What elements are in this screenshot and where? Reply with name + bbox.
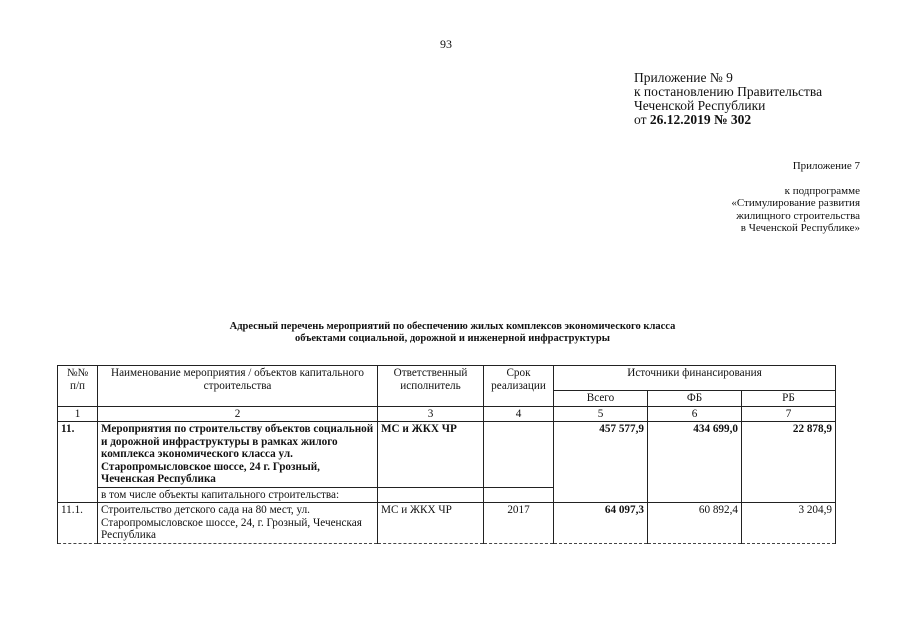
table-row — [58, 487, 836, 503]
appendix-9-line: Чеченской Республики — [634, 98, 766, 113]
row-executor: МС и ЖКХ ЧР — [378, 422, 484, 488]
column-number: 3 — [378, 406, 484, 422]
appendix-7-line: к подпрограмме — [784, 184, 860, 197]
header-num: №№ п/п — [58, 366, 98, 407]
row-fb — [648, 487, 742, 503]
row-term — [484, 422, 554, 488]
appendix-9-title: Приложение № 9 — [634, 70, 733, 85]
header-total: Всего — [554, 391, 648, 407]
column-number: 4 — [484, 406, 554, 422]
row-name: в том числе объекты капитального строительства: — [98, 487, 378, 503]
column-number: 6 — [648, 406, 742, 422]
appendix-9-date-prefix: от — [634, 112, 650, 127]
row-rb — [742, 487, 836, 503]
appendix-9-header — [634, 71, 822, 127]
document-title-line: объектами социальной, дорожной и инженерной инфраструктуры — [295, 333, 610, 344]
row-name: Строительство детского сада на 80 мест, ул. Старопромысловское шоссе, 24, г. Грозный, Чеченская Республика — [98, 503, 378, 544]
header-name: Наименование мероприятия / объектов капитального строительства — [98, 366, 378, 407]
row-rb: 22 878,9 — [742, 422, 836, 488]
document-title — [0, 321, 905, 345]
row-term — [484, 487, 554, 503]
row-term: 2017 — [484, 503, 554, 544]
header-sources: Источники финансирования — [554, 366, 836, 391]
appendix-7-title: Приложение 7 — [792, 160, 860, 172]
column-number: 1 — [58, 406, 98, 422]
header-rb: РБ — [742, 391, 836, 407]
header-executor: Ответственный исполнитель — [378, 366, 484, 407]
document-title-line: Адресный перечень мероприятий по обеспечению жилых комплексов экономического класса — [229, 321, 676, 332]
appendix-7-line: «Стимулирование развития — [731, 197, 860, 209]
header-term: Срок реализации — [484, 366, 554, 407]
row-total: 457 577,9 — [554, 422, 648, 488]
row-num: 11.1. — [58, 503, 98, 544]
page-number: 93 — [440, 37, 452, 51]
row-fb: 60 892,4 — [648, 503, 742, 544]
financing-table — [57, 365, 836, 544]
row-num — [58, 487, 98, 503]
row-total: 64 097,3 — [554, 503, 648, 544]
row-name: Мероприятия по строительству объектов социальной и дорожной инфраструктуры в рамках жилого комплекса экономического класса ул. Старопромысловское шоссе, 24 г. Грозный, Чеченская Республика — [98, 422, 378, 488]
row-fb: 434 699,0 — [648, 422, 742, 488]
appendix-9-date-line — [634, 113, 822, 127]
row-executor — [378, 487, 484, 503]
column-number: 7 — [742, 406, 836, 422]
table-row — [58, 422, 836, 488]
appendix-7-line: жилищного строительства — [736, 209, 860, 222]
table-row — [58, 503, 836, 544]
table-header-row — [58, 366, 836, 391]
header-fb: ФБ — [648, 391, 742, 407]
appendix-9-date: 26.12.2019 № 302 — [649, 112, 752, 127]
row-rb: 3 204,9 — [742, 503, 836, 544]
column-number: 5 — [554, 406, 648, 422]
row-total — [554, 487, 648, 503]
column-number: 2 — [98, 406, 378, 422]
appendix-9-line: к постановлению Правительства — [634, 84, 823, 99]
column-number-row — [58, 406, 836, 422]
row-executor: МС и ЖКХ ЧР — [378, 503, 484, 544]
row-num: 11. — [58, 422, 98, 488]
appendix-7-header — [731, 160, 860, 235]
appendix-7-line: в Чеченской Республике» — [740, 222, 860, 234]
